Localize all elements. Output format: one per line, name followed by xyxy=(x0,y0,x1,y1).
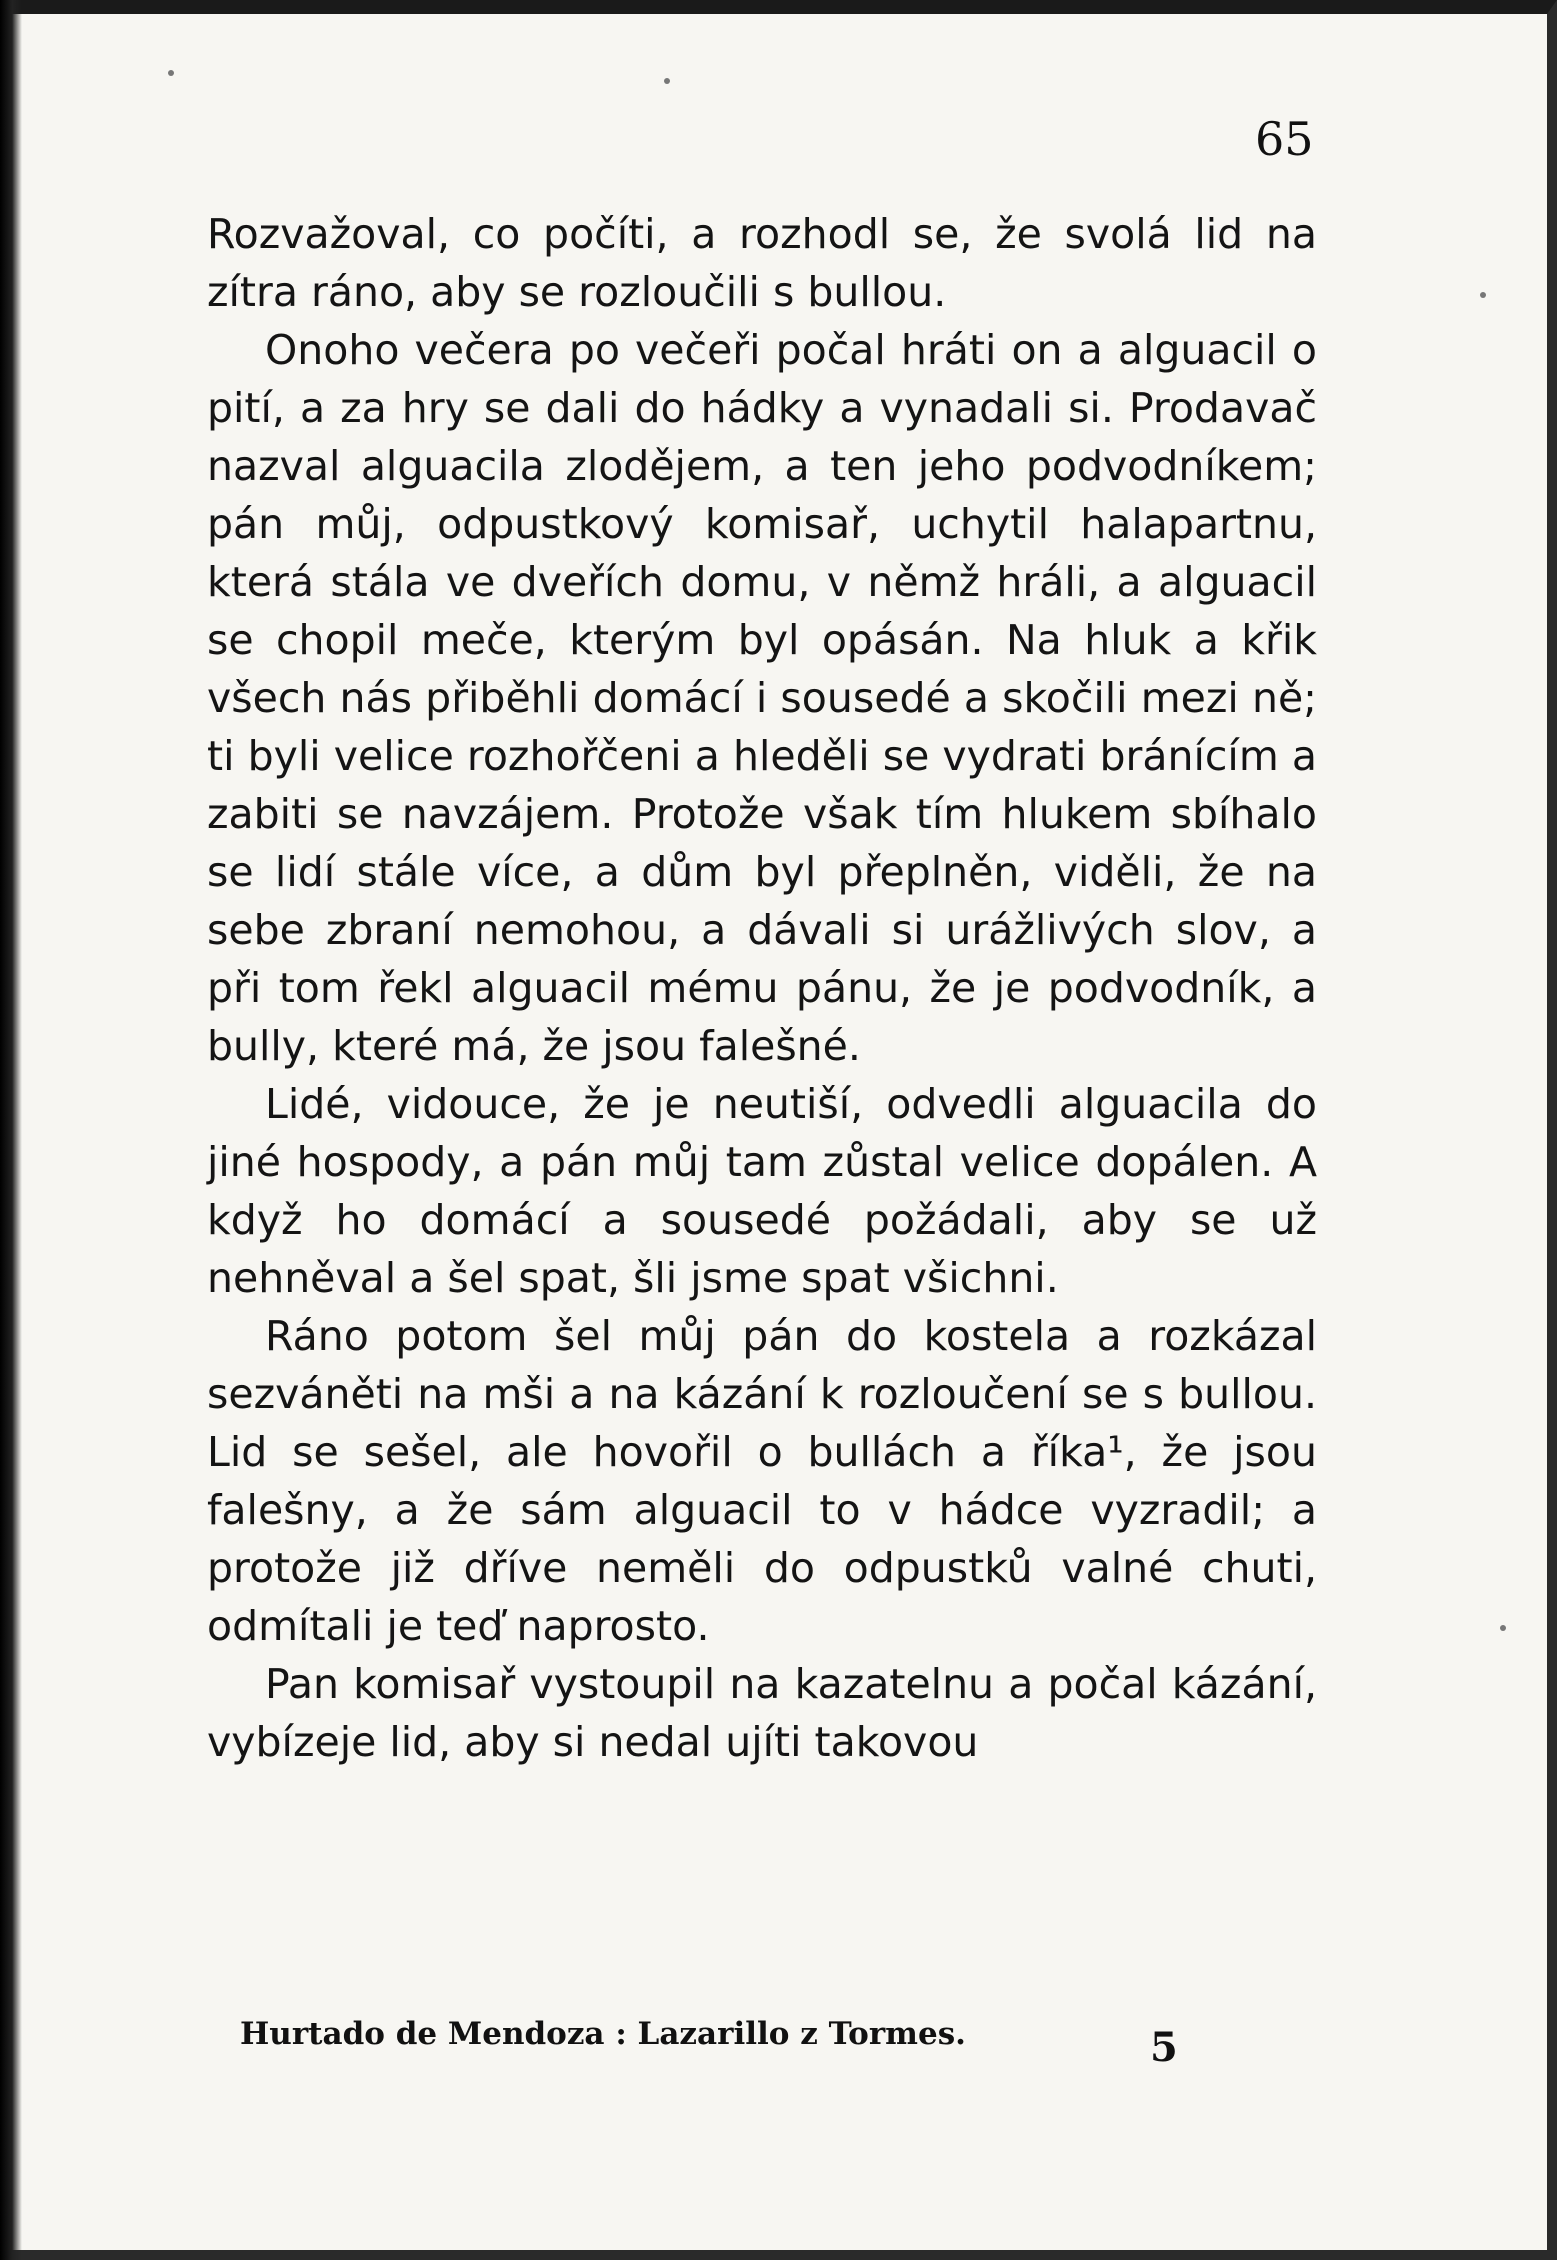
paragraph-2: Onoho večera po večeři počal hráti on a alguacil o pití, a za hry se dali do hádky a vynadali si. Prodavač nazval alguacila zlodějem, a ten jeho podvodníkem; pán můj, odpustkový komisař, uchytil halapartnu, která stála ve dveřích domu, v němž hráli, a alguacil se chopil meče, kterým byl opásán. Na hluk a křik všech nás přiběhli domácí i sousedé a skočili mezi ně; ti byli velice rozhořčeni a hleděli se vydrati bránícím a zabiti se navzájem. Protože však tím hlukem sbíhalo se lidí stále více, a dům byl přeplněn, viděli, že na sebe zbraní nemohou, a dávali si urážlivých slov, a při tom řekl alguacil mému pánu, že je podvodník, a bully, které má, že jsou falešné. xyxy=(207,326,1317,1070)
paragraph-4: Ráno potom šel můj pán do kostela a rozkázal sezváněti na mši a na kázání k rozloučení se s bullou. Lid se sešel, ale hovořil o bullách a říka¹, že jsou falešny, a že sám alguacil to v hádce vyzradil; a protože již dříve neměli do odpustků valné chuti, odmítali je teď naprosto. xyxy=(207,1312,1317,1650)
scan-speck xyxy=(1480,292,1486,298)
paragraph-1: Rozvažoval, co počíti, a rozhodl se, že svolá lid na zítra ráno, aby se rozloučili s bullou. xyxy=(207,210,1317,316)
scan-speck xyxy=(664,78,670,84)
scan-speck xyxy=(168,70,174,76)
scan-binding-shadow xyxy=(0,0,22,2260)
page-text xyxy=(207,205,1317,1771)
scan-speck xyxy=(1500,1625,1506,1631)
signature-mark: 5 xyxy=(1150,2024,1178,2071)
paragraph-3: Lidé, vidouce, že je neutiší, odvedli alguacila do jiné hospody, a pán můj tam zůstal velice dopálen. A když ho domácí a sousedé požádali, aby se už nehněval a šel spat, šli jsme spat všichni. xyxy=(207,1080,1317,1302)
paragraph-5: Pan komisař vystoupil na kazatelnu a počal kázání, vybízeje lid, aby si nedal ujíti takovou xyxy=(207,1660,1317,1766)
page-number: 65 xyxy=(1255,112,1314,166)
book-title-footer: Hurtado de Mendoza : Lazarillo z Tormes. xyxy=(240,2016,966,2052)
